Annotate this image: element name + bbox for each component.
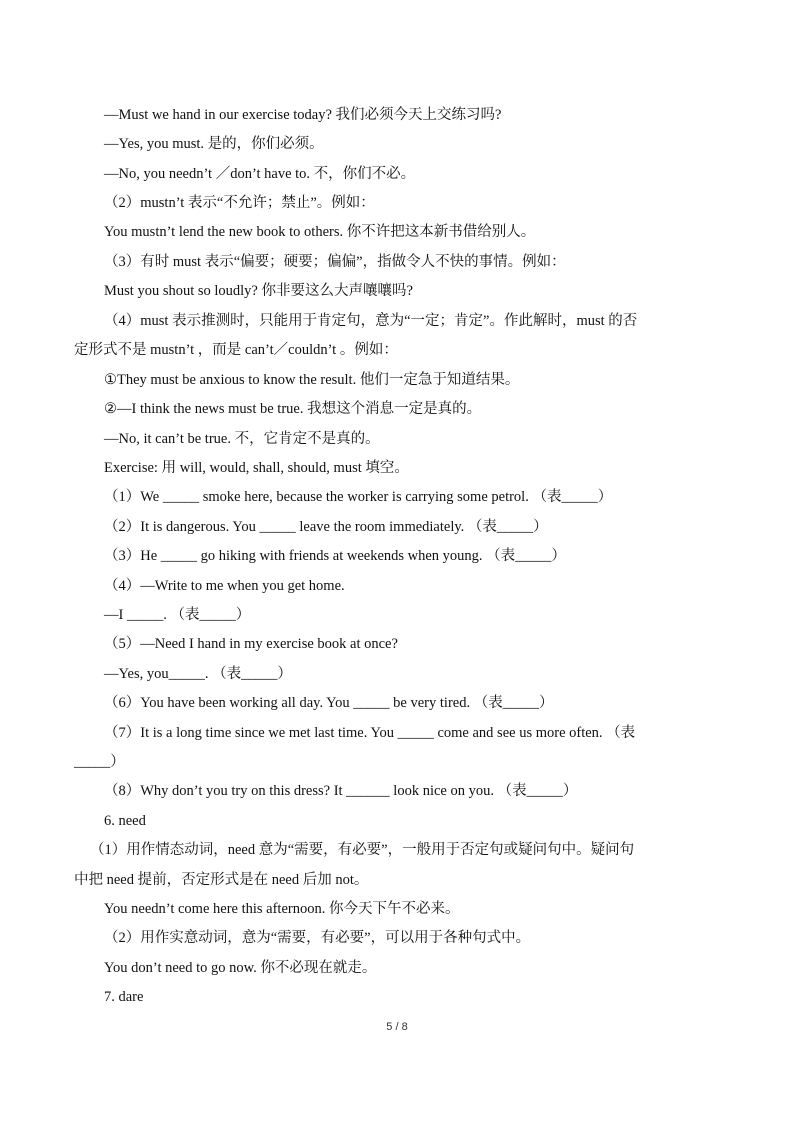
text-line: （3）有时 must 表示“偏要；硬要；偏偏”，指做令人不快的事情。例如： (104, 254, 566, 270)
text-line: 中把 need 提前，否定形式是在 need 后加 not。 (74, 872, 369, 888)
text-line: （7）It is a long time since we met last time. You _____ come and see us more often. （表 (104, 725, 636, 741)
text-line: （4）—Write to me when you get home. (104, 578, 345, 594)
text-line: Must you shout so loudly? 你非要这么大声嚷嚷吗? (104, 283, 413, 299)
text-line: （1）We _____ smoke here, because the worker is carrying some petrol. （表_____） (104, 489, 613, 505)
text-line: Exercise: 用 will, would, shall, should, must 填空。 (104, 460, 409, 476)
text-line: （6）You have been working all day. You _____ be very tired. （表_____） (104, 695, 554, 711)
text-line: —No, you needn’t ／don’t have to. 不，你们不必。 (104, 166, 416, 182)
text-line: 定形式不是 mustn’t ，而是 can’t／couldn’t 。例如： (74, 342, 398, 358)
text-line: ②—I think the news must be true. 我想这个消息一定是真的。 (104, 401, 482, 417)
text-line: You don’t need to go now. 你不必现在就走。 (104, 960, 377, 976)
page-number: 5 / 8 (386, 1021, 408, 1033)
text-line: （4）must 表示推测时，只能用于肯定句，意为“一定；肯定”。作此解时，must 的否 (104, 313, 638, 329)
text-line: （2）mustn’t 表示“不允许；禁止”。例如： (104, 195, 375, 211)
text-line: —Must we hand in our exercise today? 我们必须今天上交练习吗? (104, 107, 502, 123)
text-line: —I _____. （表_____） (104, 607, 251, 623)
text-line: You needn’t come here this afternoon. 你今天下午不必来。 (104, 901, 460, 917)
text-line: （2）用作实意动词，意为“需要，有必要”，可以用于各种句式中。 (104, 930, 531, 946)
text-line: _____） (74, 754, 125, 770)
section-heading: 6. need (104, 813, 146, 829)
text-line: —Yes, you must. 是的，你们必须。 (104, 136, 324, 152)
text-line: （2）It is dangerous. You _____ leave the room immediately. （表_____） (104, 519, 548, 535)
text-line: —No, it can’t be true. 不，它肯定不是真的。 (104, 431, 380, 447)
text-line: （8）Why don’t you try on this dress? It ______ look nice on you. （表_____） (104, 783, 578, 799)
text-line: （1）用作情态动词，need 意为“需要，有必要”，一般用于否定句或疑问句中。疑问句 (90, 842, 635, 858)
text-line: （5）—Need I hand in my exercise book at once? (104, 636, 398, 652)
text-line: ①They must be anxious to know the result. 他们一定急于知道结果。 (104, 372, 520, 388)
text-line: —Yes, you_____. （表_____） (104, 666, 292, 682)
section-heading: 7. dare (104, 989, 144, 1005)
text-line: （3）He _____ go hiking with friends at weekends when young. （表_____） (104, 548, 566, 564)
text-line: You mustn’t lend the new book to others. 你不许把这本新书借给别人。 (104, 224, 536, 240)
